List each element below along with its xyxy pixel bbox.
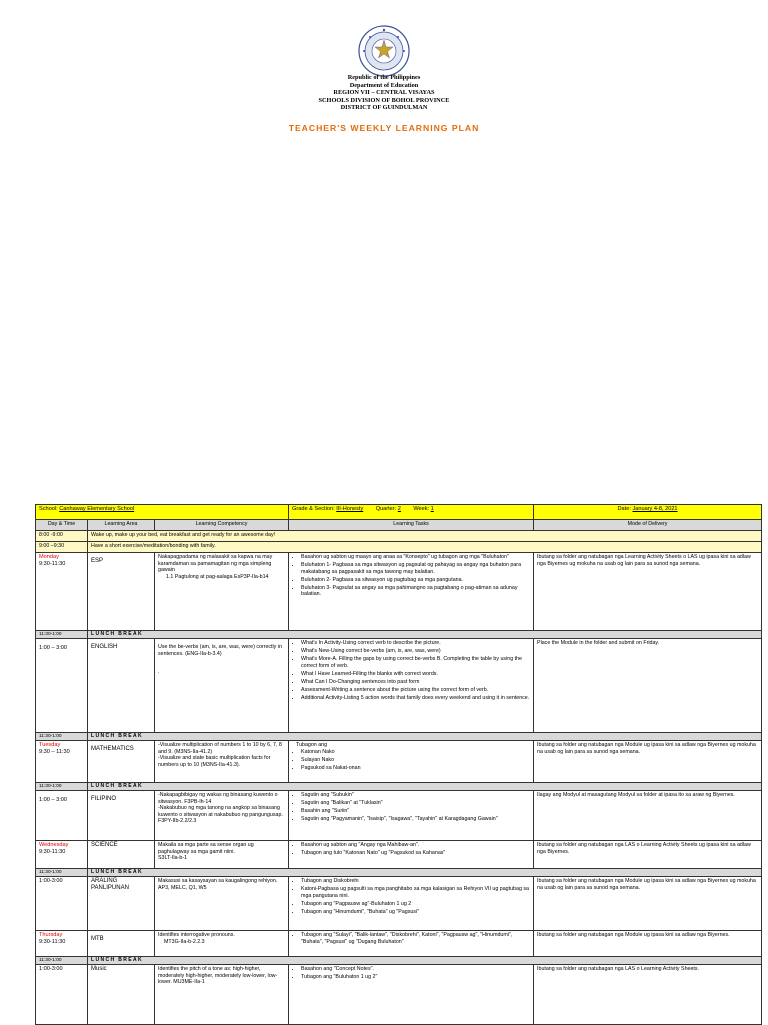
task-item: • Tubagon ang Diskobrehi: [301, 878, 530, 885]
tasks-cell: [289, 553, 534, 631]
column-header-row: [36, 520, 762, 531]
lunch-time: 11:30-1:00: [36, 957, 88, 965]
task-item: • What Can I Do-Changing sentences into past form: [301, 679, 530, 686]
lesson-row: [36, 791, 762, 841]
day-name: Tuesday: [39, 742, 61, 748]
tasks-cell: [289, 877, 534, 931]
task-item: • Sulayan Nako: [301, 757, 530, 764]
learning-area: SCIENCE: [88, 841, 155, 869]
tasks-cell: [289, 791, 534, 841]
col-header-learning-area: Learning Area: [88, 520, 155, 531]
time-slot: 9:30-11:30: [39, 939, 66, 945]
tasks-cell: [289, 965, 534, 1025]
tasks-cell: [289, 931, 534, 957]
time-slot: 1:00 – 3:00: [39, 797, 67, 803]
lesson-row: [36, 553, 762, 631]
date-value: January 4-8, 2021: [632, 506, 678, 512]
task-item: • What's In Activity-Using correct verb to describe the picture.: [301, 640, 530, 647]
lunch-break-row: [36, 631, 762, 639]
agency-line: Republic of the Philippines: [347, 74, 421, 81]
grade-cell: Grade & Section: III-Honesty Quarter: 2 Week: 1: [289, 505, 534, 520]
day-time-cell: [36, 553, 88, 631]
lesson-row: [36, 931, 762, 957]
competency-cell: Identifies the pitch of a tone as: high-higher, moderately high-higher, moderately low-lower, low-lower. MU3ME-IIa-1: [155, 965, 289, 1025]
tasks-cell: [289, 741, 534, 783]
lesson-row: [36, 965, 762, 1025]
task-item: • Katonan Nako: [301, 749, 530, 756]
task-item: • Sagutin ang "Pagyamanin", "Isaisip", "Isagawa", "Tayahin" at Karagdagang Gawain": [301, 816, 530, 823]
task-item: • Basahon ang "Concept Notes".: [301, 966, 530, 973]
competency-cell: Makasusi sa kasaysayan sa kaugalingong rehiyon. AP3, MELC, Q1, W5: [155, 877, 289, 931]
plan-title: TEACHER'S WEEKLY LEARNING PLAN: [288, 123, 480, 133]
task-item: • What's More-A. Filling the gaps by using correct be-verbs B. Completing the table by using the correct form of verb.: [301, 656, 530, 669]
learning-area: ENGLISH: [88, 639, 155, 733]
day-name: Wednesday: [39, 842, 69, 848]
agency-line: SCHOOLS DIVISION OF BOHOL PROVINCE: [318, 96, 450, 104]
task-item: • Buluhaton 3- Pagsulat sa angay sa mga pahimangno sa pagtabang o pag-atiman sa adunay balatian.: [301, 585, 530, 598]
delivery-cell: Ibutang sa folder ang natubagan nga Learning Activity Sheets o LAS ug ipasa kini sa adlaw nga Biyernes ug mokuha na usab og lain para sa sunod nga semana.: [534, 553, 762, 631]
lunch-time: 11:30-1:00: [36, 631, 88, 639]
col-header-day-time: Day & Time: [36, 520, 88, 531]
task-item: • Tubagon ang "Hinumdumi", "Buhata" ug "Pagsusi": [301, 909, 530, 916]
task-item: • What's New-Using correct be-verbs (am, is, are, was, were): [301, 648, 530, 655]
day-name: Monday: [39, 554, 59, 560]
lunch-label: LUNCH BREAK: [88, 869, 762, 877]
day-time-cell: [36, 639, 88, 733]
competency-cell: -Visualize multiplication of numbers 1 to 10 by 6, 7, 8 and 9. (M3NS-IIa-41.2) -Visualize and state basic multiplication facts for numbers up to 10 (M3NS-IIa-41.3).: [155, 741, 289, 783]
schedule-text: Wake up, make up your bed, eat breakfast and get ready for an awesome day!: [88, 531, 762, 542]
quarter-value: 2: [397, 506, 401, 512]
task-item: • Basahon ug sabton ug maayo ang anaa sa "Konsepto" ug tubagon ang mga "Buluhaton": [301, 554, 530, 561]
learning-area: Music: [88, 965, 155, 1025]
time-slot: 1:00 – 3:00: [39, 645, 67, 651]
delivery-cell: Ibutang sa folder ang natubagan nga LAS o Learning Activity Sheets ug ipasa kini sa adlaw nga Biyernes.: [534, 841, 762, 869]
learning-area: ARALING PANLIPUNAN: [88, 877, 155, 931]
day-time-cell: [36, 877, 88, 931]
delivery-cell: Ibutang sa folder ang natubagan nga LAS o Learning Activity Sheets.: [534, 965, 762, 1025]
school-name: Canhaway Elementary School: [59, 506, 135, 512]
time-slot: 9:30-11:30: [39, 849, 66, 855]
task-item: • Tubagon ang "Buluhaton 1 ug 2": [301, 974, 530, 981]
schedule-time: 9:00 –9:30: [36, 542, 88, 553]
learning-area: ESP: [88, 553, 155, 631]
lunch-time: 11:30-1:00: [36, 733, 88, 741]
day-name: Thursday: [39, 932, 63, 938]
col-header-learning-tasks: Learning Tasks: [289, 520, 534, 531]
competency-cell: Makaila sa mga parte sa sense organ ug paghulagway sa mga gamit niini. S3LT-IIa-b-1: [155, 841, 289, 869]
lunch-break-row: [36, 869, 762, 877]
lunch-time: 11:30-1:00: [36, 869, 88, 877]
competency-cell: -Nakapagbibigay ng wakas ng binasang kuwento o sitwasyon. F3PB-Ih-14 -Nakabubuo ng mga tanong na angkop sa binasang kuwento o sitwasyon at nakabubuo ng pangungusap. F3PY-IIb-2.2/2.3: [155, 791, 289, 841]
task-item: • Additional Activity-Listing 5 action words that family does every weekend and using it in sentence.: [301, 695, 530, 702]
agency-line: Department of Education: [349, 81, 419, 89]
task-item: • Katoni-Pagbasa ug pagsulti sa mga panghitabo sa mga kalasigan sa Rehiyon VII ug pagtubag sa mga pangutana nini.: [301, 886, 530, 899]
lunch-break-row: [36, 957, 762, 965]
competency-cell: Identifies interrogative pronouns. MT3G-IIa-b-2.2.3: [155, 931, 289, 957]
time-slot: 1:00-3:00: [39, 966, 63, 972]
delivery-cell: Ibutang sa folder ang natubagan nga Module ug ipasa kini sa adlaw nga Biyernes.: [534, 931, 762, 957]
agency-block: [0, 74, 768, 112]
delivery-cell: Ilagay ang Modyul at masagutang Modyul sa folder at ipasa ito sa araw ng Biyernes.: [534, 791, 762, 841]
grade-section: III-Honesty: [336, 506, 364, 512]
agency-line: DISTRICT OF GUINDULMAN: [340, 104, 428, 112]
weekly-plan-table: [35, 504, 762, 1025]
learning-area: MATHEMATICS: [88, 741, 155, 783]
delivery-cell: Ibutang sa folder ang natubagan nga Module ug ipasa kini sa adlaw nga Biyernes ug mokuha na usab og lain para sa sunod nga semana.: [534, 741, 762, 783]
lunch-break-row: [36, 783, 762, 791]
col-header-mode-of-delivery: Mode of Delivery: [534, 520, 762, 531]
task-item: • Sagutin ang "Subukin": [301, 792, 530, 799]
task-item: • Basahon ug sabton ang "Angay nga Mahibaw-an".: [301, 842, 530, 849]
competency-cell: Nakapagpadama ng malasakit sa kapwa na may karamdaman sa pamamagitan ng mga simpleng gawain 1.1 Pagtulong at pag-aalaga EsP3P-IIa-b14: [155, 553, 289, 631]
competency-cell: Use the be-verbs (am, is, are, was, were) correctly in sentences. (ENG-IIa-b-3.4) .: [155, 639, 289, 733]
lesson-row: [36, 877, 762, 931]
deped-seal-icon: [358, 25, 410, 77]
task-item: • What I Have Learned-Filling the blanks with correct words.: [301, 671, 530, 678]
task-item: • Assessment-Writing a sentence about the picture using the correct form of verb.: [301, 687, 530, 694]
date-cell: Date: January 4-8, 2021: [534, 505, 762, 520]
task-item: • Tubagon ang "Sulayi", "Balik-lantaw", "Diskobrehi", Katoni", "Pagpausw ag", "Hinumdumi", "Buhata", "Pagsusi" ug "Dugang Buluhaton": [301, 932, 530, 945]
day-time-cell: [36, 931, 88, 957]
day-time-cell: [36, 841, 88, 869]
meta-row: [36, 505, 762, 520]
schedule-row: [36, 542, 762, 553]
schedule-text: Have a short exercise/meditation/bonding with family.: [88, 542, 762, 553]
task-item: • Tubagon ang tulo "Katonan Nato" ug "Pagsukod sa Kahanas": [301, 850, 530, 857]
schedule-time: 8:00 -9:00: [36, 531, 88, 542]
week-value: 1: [430, 506, 434, 512]
lesson-row: [36, 841, 762, 869]
lunch-break-row: [36, 733, 762, 741]
lesson-row: [36, 639, 762, 733]
task-item: • Buluhaton 1- Pagbasa sa mga sitwasyon ug pagsulat og pahayag sa angay nga buhaton para makatabang sa pagpasakit sa mga tawong may balatian.: [301, 562, 530, 575]
task-item: • Pagsukod sa Nakat-onan: [301, 765, 530, 772]
time-slot: 9:30 – 11:30: [39, 749, 70, 755]
day-time-cell: [36, 741, 88, 783]
agency-line: REGION VII – CENTRAL VISAYAS: [333, 89, 435, 97]
learning-area: MTB: [88, 931, 155, 957]
lunch-label: LUNCH BREAK: [88, 783, 762, 791]
task-item: • Tubagon ang "Pagpausw ag"-Buluhaton 1 ug 2: [301, 901, 530, 908]
schedule-row: [36, 531, 762, 542]
lunch-label: LUNCH BREAK: [88, 733, 762, 741]
time-slot: 1:00-3:00: [39, 878, 63, 884]
lesson-row: [36, 741, 762, 783]
lunch-label: LUNCH BREAK: [88, 957, 762, 965]
col-header-learning-competency: Learning Competency: [155, 520, 289, 531]
task-intro: Tubagon ang: [296, 742, 328, 748]
tasks-cell: [289, 639, 534, 733]
lunch-label: LUNCH BREAK: [88, 631, 762, 639]
delivery-cell: Ibutang sa folder ang natubagan nga Module ug ipasa kini sa adlaw nga Biyernes ug mokuha na usab og lain para sa sunod nga semana.: [534, 877, 762, 931]
learning-area: FILIPINO: [88, 791, 155, 841]
school-cell: School: Canhaway Elementary School: [36, 505, 289, 520]
task-item: • Basahin ang "Suriin": [301, 808, 530, 815]
time-slot: 9:30-11:30: [39, 561, 66, 567]
day-time-cell: [36, 791, 88, 841]
day-time-cell: [36, 965, 88, 1025]
delivery-cell: Place the Module in the folder and submit on Friday.: [534, 639, 762, 733]
tasks-cell: [289, 841, 534, 869]
task-item: • Sagutin ang "Balikan" at "Tuklasin": [301, 800, 530, 807]
lunch-time: 11:30-1:00: [36, 783, 88, 791]
task-item: • Buluhaton 2- Pagbasa sa sitwasyon ug pagtubag sa mga pangutana.: [301, 577, 530, 584]
